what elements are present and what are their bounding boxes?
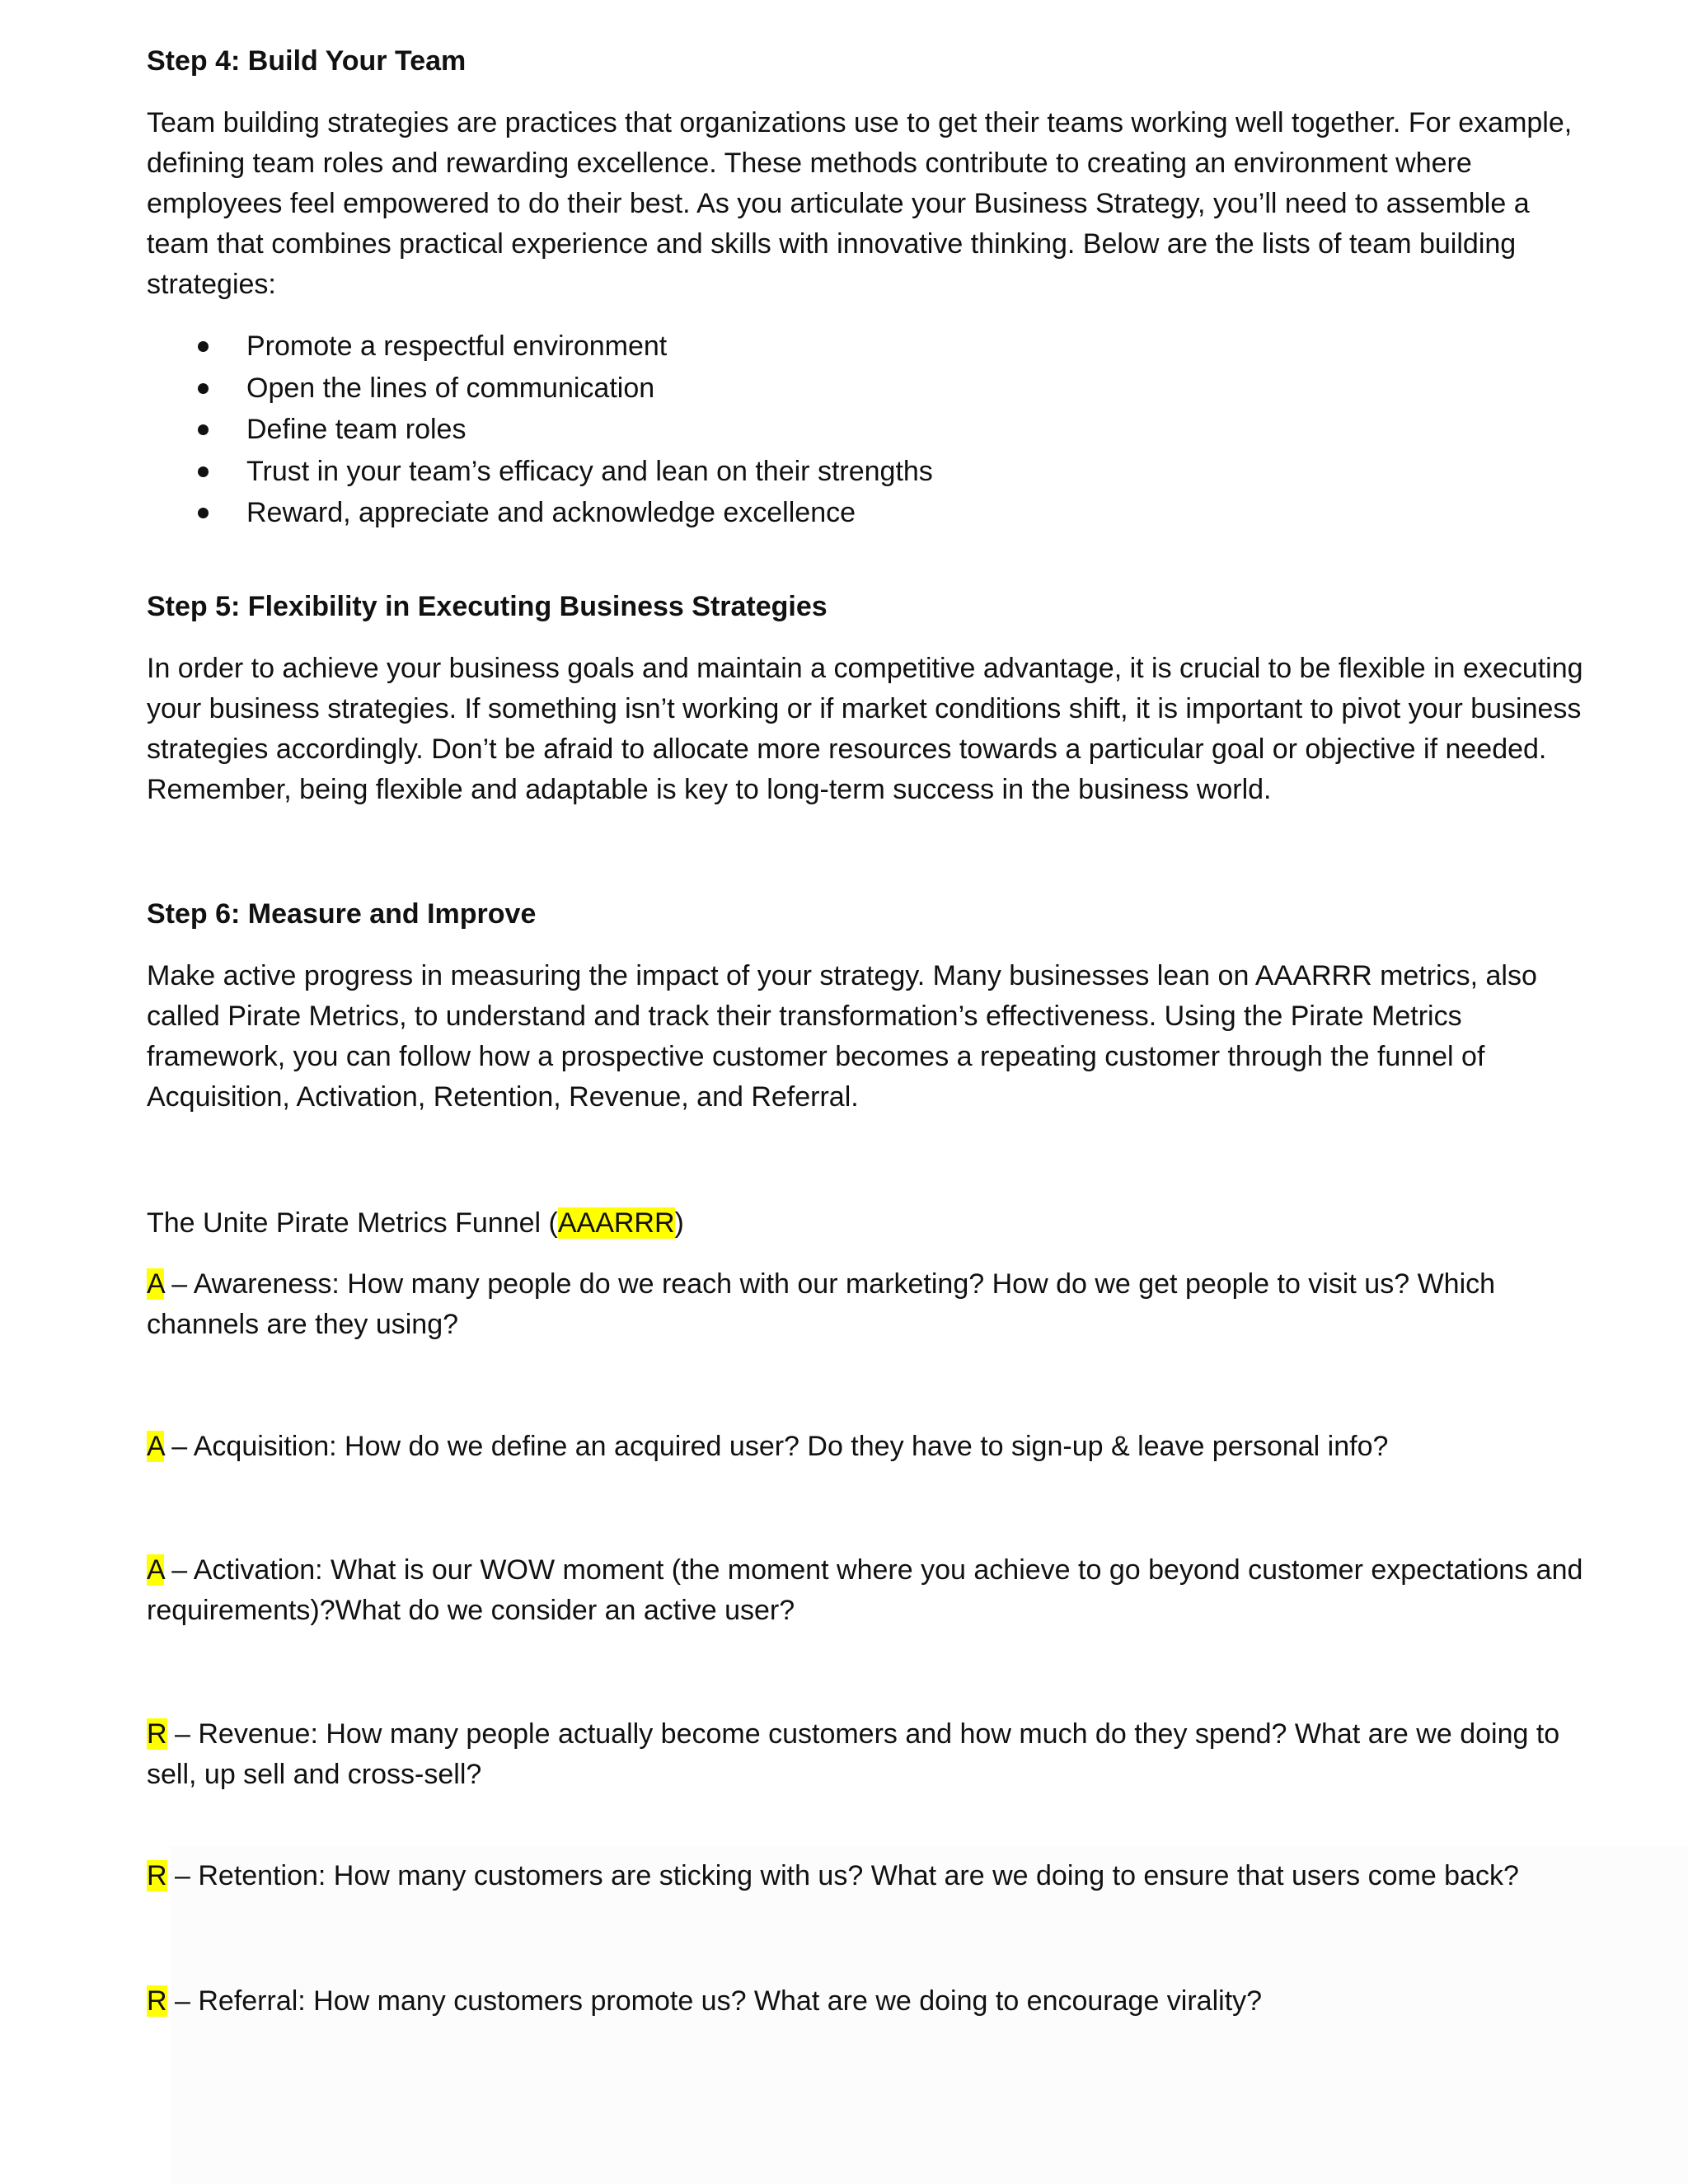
funnel-item-text: – Awareness: How many people do we reach with our marketing? How do we get people to visit us? Which channels are they using? [147, 1268, 1496, 1340]
list-item [147, 451, 1597, 493]
bullet-icon [198, 508, 209, 518]
list-item-text: Promote a respectful environment [246, 330, 668, 362]
funnel-letter: A [147, 1430, 164, 1462]
list-item-text: Open the lines of communication [246, 372, 655, 404]
document-body [147, 43, 1597, 2022]
list-item [147, 368, 1597, 410]
funnel-letter: R [147, 1718, 167, 1750]
funnel-item-revenue [147, 1714, 1597, 1795]
list-item-text: Define team roles [246, 414, 467, 445]
step5-heading: Step 5: Flexibility in Executing Business Strategies [147, 590, 828, 622]
list-item-text: Trust in your team’s efficacy and lean on their strengths [246, 455, 933, 487]
list-item [147, 492, 1597, 534]
funnel-item-acquisition [147, 1427, 1597, 1467]
funnel-item-text: – Retention: How many customers are sticking with us? What are we doing to ensure that users come back? [166, 1859, 1519, 1891]
funnel-letter: R [147, 1859, 167, 1891]
step5-paragraph: In order to achieve your business goals and maintain a competitive advantage, it is crucial to be flexible in executing your business strategies. If something isn’t working or if market conditions shift, it is important to pivot your business strategies accordingly. Don’t be afraid to allocate more resources towards a particular goal or objective if needed. Remember, being flexible and adaptable is key to long-term success in the business world. [147, 652, 1583, 805]
bullet-icon [198, 383, 209, 394]
funnel-title [147, 1203, 1597, 1244]
funnel-letter: A [147, 1268, 164, 1300]
funnel-title-prefix: The Unite Pirate Metrics Funnel ( [147, 1207, 558, 1239]
step6-section [147, 896, 1597, 1118]
list-item [147, 409, 1597, 451]
step6-heading: Step 6: Measure and Improve [147, 898, 537, 930]
step4-heading: Step 4: Build Your Team [147, 45, 467, 77]
team-strategies-list [147, 326, 1597, 534]
funnel-item-awareness [147, 1264, 1597, 1345]
funnel-letter: R [147, 1985, 167, 2017]
step4-section [147, 43, 1597, 534]
funnel-letter: A [147, 1554, 164, 1586]
bullet-icon [198, 424, 209, 435]
step5-section [147, 588, 1597, 810]
bullet-icon [198, 341, 209, 352]
funnel-item-text: – Acquisition: How do we define an acquired user? Do they have to sign-up & leave personal info? [163, 1430, 1389, 1462]
funnel-item-referral [147, 1981, 1597, 2022]
step6-paragraph: Make active progress in measuring the impact of your strategy. Many businesses lean on AAARRR metrics, also called Pirate Metrics, to understand and track their transformation’s effectiveness. Using the Pirate Metrics framework, you can follow how a prospective customer becomes a repeating customer through the funnel of Acquisition, Activation, Retention, Revenue, and Referral. [147, 959, 1537, 1113]
funnel-item-text: – Referral: How many customers promote us? What are we doing to encourage virality? [166, 1985, 1263, 2017]
funnel-title-highlight: AAARRR [557, 1207, 675, 1239]
pirate-metrics-funnel [147, 1203, 1597, 2022]
bullet-icon [198, 466, 209, 477]
list-item-text: Reward, appreciate and acknowledge excellence [246, 497, 856, 528]
funnel-item-retention [147, 1856, 1597, 1896]
funnel-item-text: – Revenue: How many people actually become customers and how much do they spend? What are we doing to sell, up sell and cross-sell? [147, 1718, 1560, 1790]
list-item [147, 326, 1597, 368]
funnel-title-suffix: ) [674, 1207, 684, 1239]
funnel-item-activation [147, 1550, 1597, 1631]
step4-paragraph: Team building strategies are practices that organizations use to get their teams working well together. For example, defining team roles and rewarding excellence. These methods contribute to creating an environment where employees feel empowered to do their best. As you articulate your Business Strategy, you’ll need to assemble a team that combines practical experience and skills with innovative thinking. Below are the lists of team building strategies: [147, 107, 1573, 300]
funnel-item-text: – Activation: What is our WOW moment (the moment where you achieve to go beyond customer expectations and requirements)?What do we consider an active user? [147, 1554, 1583, 1626]
